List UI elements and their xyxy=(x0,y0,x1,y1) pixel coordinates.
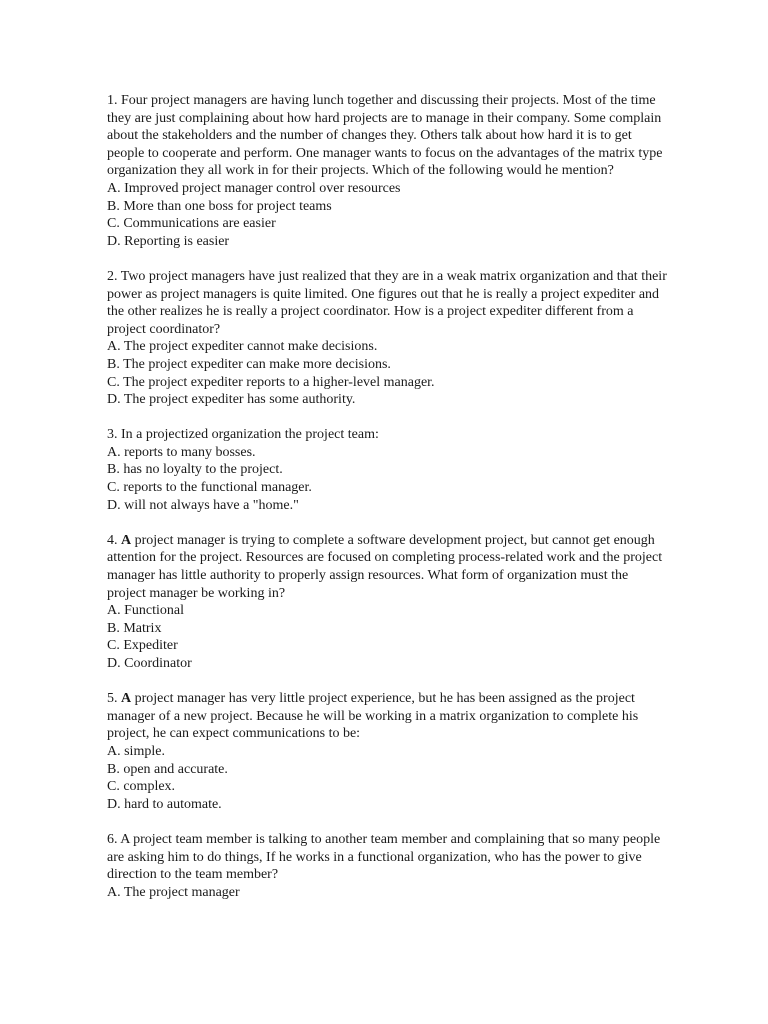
answer-option: D. hard to automate. xyxy=(107,796,222,812)
answer-option: B. Matrix xyxy=(107,620,162,636)
question-list xyxy=(107,92,667,919)
question-text: Two project managers have just realized that they are in a weak matrix organization and that their power as project managers is quite limited. One figures out that he is really a project expediter and the other realizes he is really a project coordinator. How is a project expediter different from a project coordinator? xyxy=(107,268,667,337)
answer-options xyxy=(107,444,667,514)
answer-option: D. will not always have a "home." xyxy=(107,497,299,513)
answer-option: B. has no loyalty to the project. xyxy=(107,462,283,478)
question-number: 5. xyxy=(107,691,118,707)
answer-option: D. Coordinator xyxy=(107,656,192,671)
answer-options xyxy=(107,180,667,250)
question-stem xyxy=(107,831,667,884)
answer-option: A. reports to many bosses. xyxy=(107,444,256,460)
question-lead-word: A xyxy=(121,532,132,548)
answer-options xyxy=(107,602,667,672)
answer-option: A. simple. xyxy=(107,743,165,759)
answer-option: B. open and accurate. xyxy=(107,761,228,777)
answer-option: C. reports to the functional manager. xyxy=(107,480,312,496)
question-stem xyxy=(107,268,667,338)
question-number: 1. xyxy=(107,93,118,108)
answer-options xyxy=(107,743,667,813)
question-text: project manager is trying to complete a software development project, but cannot get enough attention for the project. Resources are focused on completing process-related work and the project manager has little authority to properly assign resources. What form of organization must the project manager be working in? xyxy=(107,532,663,601)
question-text: project manager has very little project experience, but he has been assigned as the project manager of a new project. Because he will be working in a matrix organization to complete his project, he can expect communications to be: xyxy=(107,691,639,742)
question-6 xyxy=(107,831,667,901)
question-stem xyxy=(107,92,667,180)
question-stem xyxy=(107,532,667,602)
question-number: 6. xyxy=(107,831,118,847)
question-stem xyxy=(107,690,667,743)
question-text: A project team member is talking to another team member and complaining that so many people are asking him to do things, If he works in a functional organization, who has the power to give direction to the team member? xyxy=(107,831,661,883)
question-text: In a projectized organization the project team: xyxy=(121,427,379,443)
question-2 xyxy=(107,268,667,409)
question-text: Four project managers are having lunch together and discussing their projects. Most of the time they are just complaining about how hard projects are to manage in their company. Some complain about the stakeholders and the number of changes they. Others talk about how hard it is to get people to cooperate and perform. One manager wants to focus on the advantages of the matrix type organization they all work in for their projects. Which of the following would he mention? xyxy=(107,93,663,179)
question-5 xyxy=(107,690,667,813)
answer-option: D. Reporting is easier xyxy=(107,233,230,249)
question-3 xyxy=(107,426,667,514)
question-number: 2. xyxy=(107,268,118,284)
question-number: 3. xyxy=(107,427,118,443)
answer-option: C. Expediter xyxy=(107,638,178,654)
question-number: 4. xyxy=(107,532,118,548)
question-1 xyxy=(107,92,667,250)
answer-options xyxy=(107,338,667,408)
answer-option: B. The project expediter can make more decisions. xyxy=(107,356,391,372)
answer-option: C. complex. xyxy=(107,779,176,795)
answer-option: A. The project expediter cannot make decisions. xyxy=(107,339,378,355)
question-lead-word: A xyxy=(121,691,132,707)
answer-option: D. The project expediter has some authority. xyxy=(107,392,356,408)
answer-option: A. Improved project manager control over resources xyxy=(107,180,401,196)
answer-option: C. Communications are easier xyxy=(107,216,276,232)
answer-option: A. Functional xyxy=(107,603,184,619)
answer-options xyxy=(107,884,667,902)
question-stem xyxy=(107,426,667,444)
answer-option: C. The project expediter reports to a higher-level manager. xyxy=(107,374,435,390)
answer-option: A. The project manager xyxy=(107,884,240,900)
answer-option: B. More than one boss for project teams xyxy=(107,198,332,214)
question-4 xyxy=(107,532,667,673)
